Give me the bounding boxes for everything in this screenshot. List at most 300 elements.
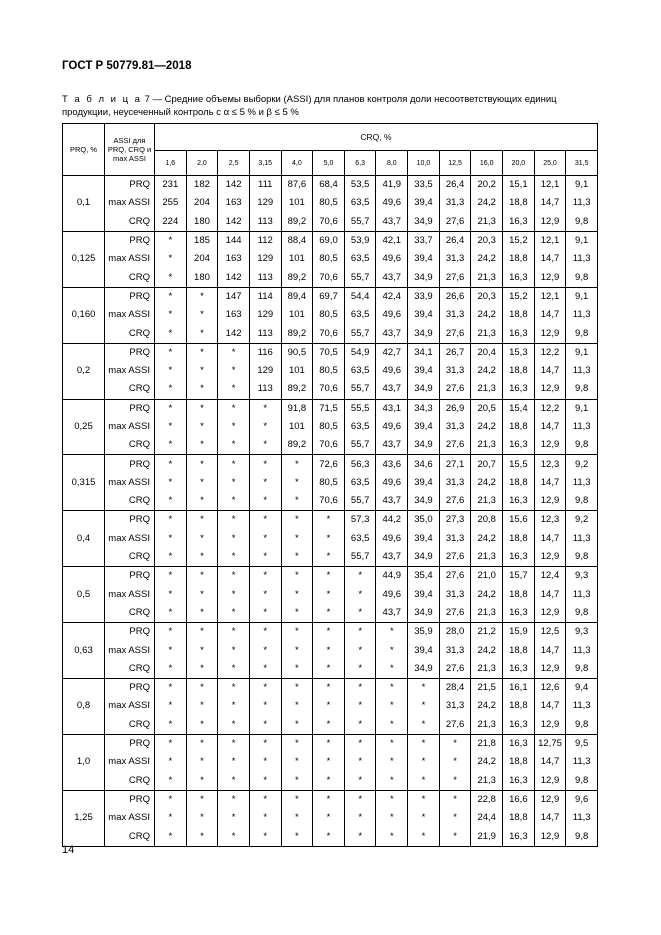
table-cell: 49,6 <box>376 362 408 380</box>
table-row <box>63 343 598 362</box>
table-cell: 27,6 <box>439 380 471 399</box>
table-cell: 31,3 <box>439 250 471 268</box>
table-cell: * <box>376 716 408 735</box>
table-cell: * <box>313 530 345 548</box>
table-cell: 20,2 <box>471 176 503 195</box>
table-cell: * <box>313 604 345 623</box>
crq-header-value: 31,5 <box>566 151 598 176</box>
table-cell: * <box>281 827 313 846</box>
table-cell: 15,2 <box>503 231 535 250</box>
table-cell: * <box>439 827 471 846</box>
table-cell: * <box>186 586 218 604</box>
table-cell: 27,6 <box>439 567 471 586</box>
table-cell: * <box>186 455 218 474</box>
table-cell: 16,3 <box>503 827 535 846</box>
table-cell: * <box>218 790 250 809</box>
table-cell: 113 <box>249 324 281 343</box>
table-cell: 68,4 <box>313 176 345 195</box>
table-cell: 18,8 <box>503 753 535 771</box>
table-cell: * <box>155 790 187 809</box>
table-cell: 26,7 <box>439 343 471 362</box>
table-caption <box>62 93 604 119</box>
table-cell: 9,1 <box>566 399 598 418</box>
table-cell: 34,9 <box>408 604 440 623</box>
table-cell: 31,3 <box>439 530 471 548</box>
table-cell: 39,4 <box>408 250 440 268</box>
table-cell: * <box>408 716 440 735</box>
table-cell: * <box>344 772 376 791</box>
table-cell: * <box>313 790 345 809</box>
table-cell: 12,9 <box>534 324 566 343</box>
table-cell: * <box>218 418 250 436</box>
table-cell: * <box>218 716 250 735</box>
table-cell: * <box>186 660 218 679</box>
table-cell: 43,7 <box>376 324 408 343</box>
table-cell: * <box>155 772 187 791</box>
table-cell: 18,8 <box>503 586 535 604</box>
assi-type: CRQ <box>105 436 155 455</box>
document-code: ГОСТ Р 50779.81—2018 <box>62 60 192 72</box>
crq-header-value: 20,0 <box>503 151 535 176</box>
table-cell: * <box>313 623 345 642</box>
table-cell: 49,6 <box>376 306 408 324</box>
table-cell: 20,4 <box>471 343 503 362</box>
assi-type: CRQ <box>105 548 155 567</box>
table-cell: 27,6 <box>439 604 471 623</box>
table-cell: 31,3 <box>439 586 471 604</box>
table-cell: 16,3 <box>503 604 535 623</box>
table-cell: * <box>344 697 376 715</box>
table-cell: 24,4 <box>471 809 503 827</box>
table-cell: * <box>313 679 345 698</box>
table-cell: 89,2 <box>281 436 313 455</box>
table-cell: 34,9 <box>408 380 440 399</box>
assi-type: CRQ <box>105 772 155 791</box>
table-cell: 18,8 <box>503 362 535 380</box>
table-cell: 80,5 <box>313 194 345 212</box>
table-cell: * <box>249 660 281 679</box>
table-cell: 9,8 <box>566 548 598 567</box>
table-cell: 12,5 <box>534 623 566 642</box>
table-cell: 89,2 <box>281 213 313 232</box>
table-cell: 113 <box>249 380 281 399</box>
table-cell: * <box>155 716 187 735</box>
assi-type: CRQ <box>105 492 155 511</box>
table-cell: 18,8 <box>503 530 535 548</box>
table-cell: 33,5 <box>408 176 440 195</box>
table-cell: * <box>186 343 218 362</box>
table-cell: 55,7 <box>344 492 376 511</box>
table-cell: 49,6 <box>376 250 408 268</box>
table-cell: * <box>186 530 218 548</box>
table-cell: * <box>376 697 408 715</box>
table-cell: * <box>376 660 408 679</box>
table-cell: 43,7 <box>376 604 408 623</box>
table-cell: * <box>281 455 313 474</box>
table-row <box>63 511 598 530</box>
table-cell: 26,6 <box>439 287 471 306</box>
table-cell: 21,5 <box>471 679 503 698</box>
table-cell: * <box>186 716 218 735</box>
table-cell: 42,1 <box>376 231 408 250</box>
table-cell: 182 <box>186 176 218 195</box>
table-cell: * <box>281 753 313 771</box>
table-cell: * <box>313 511 345 530</box>
table-cell: 24,2 <box>471 250 503 268</box>
prq-value: 0,25 <box>63 399 105 455</box>
assi-type: max ASSI <box>105 809 155 827</box>
assi-type: CRQ <box>105 716 155 735</box>
table-cell: * <box>186 492 218 511</box>
table-cell: 9,1 <box>566 287 598 306</box>
table-cell: * <box>376 753 408 771</box>
table-cell: 12,9 <box>534 492 566 511</box>
table-cell: 18,8 <box>503 809 535 827</box>
table-cell: 16,3 <box>503 716 535 735</box>
table-cell: 42,7 <box>376 343 408 362</box>
table-cell: 34,9 <box>408 660 440 679</box>
table-cell: 57,3 <box>344 511 376 530</box>
table-cell: * <box>249 436 281 455</box>
table-cell: 255 <box>155 194 187 212</box>
assi-type: CRQ <box>105 213 155 232</box>
table-row <box>63 306 598 324</box>
table-cell: 43,7 <box>376 436 408 455</box>
table-cell: * <box>249 641 281 659</box>
table-row <box>63 176 598 195</box>
table-cell: 15,4 <box>503 399 535 418</box>
table-cell: * <box>408 734 440 753</box>
prq-value: 0,5 <box>63 567 105 623</box>
table-cell: 24,2 <box>471 418 503 436</box>
table-cell: 9,8 <box>566 772 598 791</box>
table-cell: 21,3 <box>471 436 503 455</box>
table-cell: 55,7 <box>344 268 376 287</box>
table-cell: 44,2 <box>376 511 408 530</box>
table-cell: * <box>186 362 218 380</box>
table-row <box>63 194 598 212</box>
table-cell: 9,8 <box>566 268 598 287</box>
table-cell: * <box>218 511 250 530</box>
table-cell: 21,3 <box>471 324 503 343</box>
table-cell: * <box>281 623 313 642</box>
table-cell: 142 <box>218 324 250 343</box>
table-cell: 28,0 <box>439 623 471 642</box>
table-cell: * <box>249 772 281 791</box>
table-cell: 27,6 <box>439 716 471 735</box>
table-cell: * <box>376 641 408 659</box>
table-cell: 21,3 <box>471 548 503 567</box>
table-cell: 142 <box>218 176 250 195</box>
table-cell: * <box>218 492 250 511</box>
table-cell: 14,7 <box>534 362 566 380</box>
table-cell: 22,8 <box>471 790 503 809</box>
table-cell: * <box>186 306 218 324</box>
table-cell: * <box>313 548 345 567</box>
table-cell: * <box>281 530 313 548</box>
table-cell: 12,3 <box>534 455 566 474</box>
table-cell: 16,3 <box>503 660 535 679</box>
table-cell: 11,3 <box>566 530 598 548</box>
table-cell: * <box>376 772 408 791</box>
table-row <box>63 809 598 827</box>
table-cell: 15,5 <box>503 455 535 474</box>
assi-type: max ASSI <box>105 306 155 324</box>
table-cell: 24,2 <box>471 641 503 659</box>
table-cell: * <box>155 604 187 623</box>
table-cell: 70,6 <box>313 380 345 399</box>
table-cell: 16,3 <box>503 492 535 511</box>
table-cell: 101 <box>281 306 313 324</box>
table-row <box>63 586 598 604</box>
table-cell: * <box>313 586 345 604</box>
assi-type: PRQ <box>105 511 155 530</box>
table-cell: 11,3 <box>566 809 598 827</box>
table-row <box>63 399 598 418</box>
table-cell: * <box>218 436 250 455</box>
table-cell: 185 <box>186 231 218 250</box>
table-cell: * <box>281 641 313 659</box>
table-cell: 11,3 <box>566 586 598 604</box>
table-cell: * <box>249 586 281 604</box>
table-cell: 33,9 <box>408 287 440 306</box>
table-cell: 204 <box>186 194 218 212</box>
table-cell: 16,3 <box>503 268 535 287</box>
table-cell: 16,3 <box>503 213 535 232</box>
table-cell: 9,3 <box>566 623 598 642</box>
table-cell: * <box>218 455 250 474</box>
assi-type: CRQ <box>105 268 155 287</box>
assi-type: PRQ <box>105 679 155 698</box>
assi-type: PRQ <box>105 231 155 250</box>
table-cell: 28,4 <box>439 679 471 698</box>
table-cell: * <box>186 641 218 659</box>
table-cell: * <box>155 287 187 306</box>
table-cell: 9,8 <box>566 213 598 232</box>
table-cell: 12,2 <box>534 399 566 418</box>
crq-header-value: 6,3 <box>344 151 376 176</box>
table-cell: * <box>186 809 218 827</box>
table-cell: 9,8 <box>566 324 598 343</box>
table-cell: * <box>186 790 218 809</box>
table-cell: 24,2 <box>471 474 503 492</box>
table-cell: * <box>249 474 281 492</box>
table-cell: 55,7 <box>344 380 376 399</box>
table-cell: 12,1 <box>534 287 566 306</box>
table-cell: * <box>281 772 313 791</box>
table-cell: * <box>218 380 250 399</box>
prq-value: 0,160 <box>63 287 105 343</box>
assi-type: CRQ <box>105 604 155 623</box>
table-cell: 12,9 <box>534 436 566 455</box>
table-cell: * <box>281 716 313 735</box>
table-cell: * <box>249 716 281 735</box>
assi-type: max ASSI <box>105 586 155 604</box>
table-cell: 27,6 <box>439 213 471 232</box>
table-row <box>63 660 598 679</box>
table-cell: * <box>408 697 440 715</box>
table-cell: * <box>313 827 345 846</box>
table-cell: 43,6 <box>376 455 408 474</box>
table-cell: 21,3 <box>471 604 503 623</box>
table-cell: 14,7 <box>534 250 566 268</box>
table-cell: 9,8 <box>566 660 598 679</box>
table-cell: * <box>186 548 218 567</box>
table-cell: 14,7 <box>534 530 566 548</box>
table-cell: 31,3 <box>439 697 471 715</box>
table-cell: 12,1 <box>534 231 566 250</box>
table-cell: * <box>186 679 218 698</box>
table-cell: 34,9 <box>408 548 440 567</box>
table-cell: 111 <box>249 176 281 195</box>
assi-type: max ASSI <box>105 194 155 212</box>
assi-type: CRQ <box>105 324 155 343</box>
table-cell: 163 <box>218 250 250 268</box>
table-cell: 12,9 <box>534 772 566 791</box>
table-cell: * <box>186 734 218 753</box>
table-cell: 113 <box>249 268 281 287</box>
table-cell: 12,9 <box>534 790 566 809</box>
table-cell: 31,3 <box>439 362 471 380</box>
crq-header-value: 2,0 <box>186 151 218 176</box>
table-cell: 34,3 <box>408 399 440 418</box>
table-cell: * <box>439 734 471 753</box>
table-cell: 14,7 <box>534 306 566 324</box>
table-cell: * <box>218 586 250 604</box>
table-cell: 9,8 <box>566 492 598 511</box>
table-cell: 16,1 <box>503 679 535 698</box>
table-cell: * <box>186 380 218 399</box>
table-cell: * <box>281 586 313 604</box>
table-cell: 31,3 <box>439 306 471 324</box>
table-cell: 53,5 <box>344 176 376 195</box>
table-cell: 63,5 <box>344 530 376 548</box>
table-cell: 54,4 <box>344 287 376 306</box>
table-cell: 33,7 <box>408 231 440 250</box>
table-cell: 9,8 <box>566 716 598 735</box>
table-cell: 9,8 <box>566 380 598 399</box>
table-cell: 16,3 <box>503 380 535 399</box>
table-cell: 63,5 <box>344 306 376 324</box>
table-cell: 44,9 <box>376 567 408 586</box>
page-number: 14 <box>62 844 75 856</box>
table-cell: * <box>281 474 313 492</box>
table-cell: 180 <box>186 268 218 287</box>
table-cell: 101 <box>281 250 313 268</box>
table-cell: * <box>408 772 440 791</box>
table-cell: 15,1 <box>503 176 535 195</box>
table-row <box>63 418 598 436</box>
table-cell: * <box>186 753 218 771</box>
table-cell: * <box>155 660 187 679</box>
table-row <box>63 287 598 306</box>
table-cell: 63,5 <box>344 362 376 380</box>
table-cell: * <box>281 697 313 715</box>
table-cell: 55,7 <box>344 548 376 567</box>
table-cell: * <box>155 548 187 567</box>
table-cell: 43,7 <box>376 548 408 567</box>
table-cell: 43,1 <box>376 399 408 418</box>
table-cell: * <box>344 604 376 623</box>
table-cell: 15,7 <box>503 567 535 586</box>
table-cell: 43,7 <box>376 492 408 511</box>
table-cell: * <box>313 734 345 753</box>
table-cell: 11,3 <box>566 194 598 212</box>
table-cell: * <box>408 753 440 771</box>
table-cell: 11,3 <box>566 250 598 268</box>
table-cell: * <box>376 679 408 698</box>
table-cell: 21,3 <box>471 772 503 791</box>
table-cell: * <box>155 455 187 474</box>
table-cell: 11,3 <box>566 306 598 324</box>
table-cell: * <box>376 790 408 809</box>
table-cell: 142 <box>218 268 250 287</box>
table-row <box>63 827 598 846</box>
assi-type: PRQ <box>105 343 155 362</box>
assi-type: PRQ <box>105 623 155 642</box>
crq-header-value: 1,6 <box>155 151 187 176</box>
table-cell: 63,5 <box>344 194 376 212</box>
table-cell: * <box>313 567 345 586</box>
table-cell: * <box>249 809 281 827</box>
table-cell: 27,6 <box>439 660 471 679</box>
table-cell: 34,6 <box>408 455 440 474</box>
table-cell: 63,5 <box>344 418 376 436</box>
table-cell: * <box>344 623 376 642</box>
table-cell: * <box>281 809 313 827</box>
table-cell: 55,7 <box>344 213 376 232</box>
table-cell: 9,8 <box>566 827 598 846</box>
table-cell: 39,4 <box>408 586 440 604</box>
table-cell: 35,0 <box>408 511 440 530</box>
table-cell: * <box>408 679 440 698</box>
table-cell: * <box>186 436 218 455</box>
assi-type: PRQ <box>105 287 155 306</box>
table-cell: * <box>281 492 313 511</box>
table-cell: * <box>313 809 345 827</box>
table-cell: * <box>249 418 281 436</box>
table-cell: 21,3 <box>471 492 503 511</box>
table-cell: 15,2 <box>503 287 535 306</box>
table-cell: 163 <box>218 194 250 212</box>
table-row <box>63 231 598 250</box>
table-cell: 21,2 <box>471 623 503 642</box>
table-cell: * <box>376 623 408 642</box>
assi-type: max ASSI <box>105 418 155 436</box>
header-assi: ASSI для PRQ, CRQ и max ASSI <box>105 124 155 176</box>
table-cell: * <box>249 790 281 809</box>
table-cell: 27,6 <box>439 492 471 511</box>
table-cell: 112 <box>249 231 281 250</box>
table-cell: * <box>155 679 187 698</box>
table-cell: * <box>186 399 218 418</box>
table-cell: * <box>218 548 250 567</box>
assi-type: PRQ <box>105 455 155 474</box>
table-cell: * <box>218 399 250 418</box>
table-cell: * <box>155 380 187 399</box>
table-cell: * <box>249 399 281 418</box>
table-cell: 27,3 <box>439 511 471 530</box>
table-cell: 14,7 <box>534 809 566 827</box>
table-cell: 70,5 <box>313 343 345 362</box>
table-cell: 129 <box>249 194 281 212</box>
table-cell: * <box>249 679 281 698</box>
table-cell: * <box>155 306 187 324</box>
table-cell: * <box>313 641 345 659</box>
table-row <box>63 213 598 232</box>
table-cell: * <box>155 324 187 343</box>
table-cell: 18,8 <box>503 697 535 715</box>
